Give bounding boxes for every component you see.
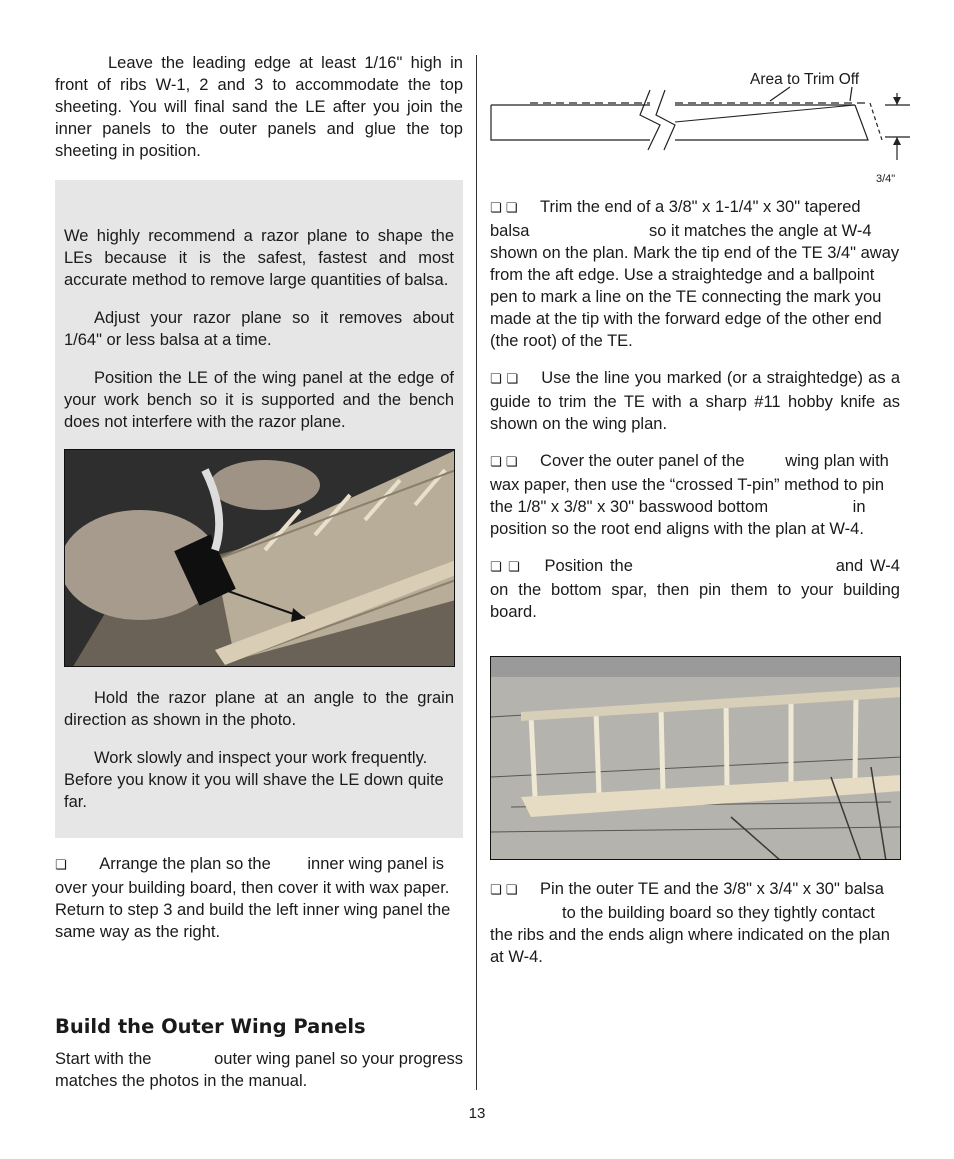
- step-cover-plan-text-c: in position so the root end aligns with the plan at W-4.: [490, 498, 866, 538]
- hint-box: [55, 180, 463, 838]
- step-cover-plan: [490, 450, 900, 540]
- step-position-ribs: [490, 555, 900, 623]
- checkbox-icon[interactable]: ❏ ❏: [490, 201, 518, 216]
- column-divider: [476, 55, 477, 1090]
- trim-label: Area to Trim Off: [750, 71, 860, 88]
- step-cut-te: [490, 367, 900, 435]
- left-column: [55, 52, 463, 162]
- trim-diagram: [490, 65, 910, 190]
- page-number: 13: [468, 1105, 486, 1122]
- step-position-ribs-text-a: Position the: [544, 557, 633, 575]
- section-intro-text: [55, 1048, 463, 1092]
- razor-plane-photo-image: [65, 450, 455, 667]
- section-title: Build the Outer Wing Panels: [55, 1015, 366, 1038]
- razor-plane-photo: [64, 449, 455, 667]
- step-pin-te-text: [490, 878, 900, 968]
- step-trim-te-text-a: Trim the end of a 3/8" x 1-1/4" x 30" tapered balsa: [490, 198, 861, 240]
- step-pin-te-text-a: Pin the outer TE and the 3/8" x 3/4" x 30" balsa: [540, 880, 884, 898]
- step-pin-te-text-b: to the building board so they tightly contact the ribs and the ends align where indicated on the plan at W-4.: [490, 904, 890, 966]
- checkbox-icon[interactable]: ❏ ❏: [490, 560, 520, 575]
- step-cut-te-text: Use the line you marked (or a straightedge) as a guide to trim the TE with a sharp #11 hobby knife as shown on the wing plan.: [490, 369, 900, 433]
- step-cover-plan-text-b: wing plan with wax paper, then use the “crossed T-pin” method to pin the 1/8" x 3/8" x 30" basswood bottom: [490, 452, 889, 516]
- hint-paragraph-1: We highly recommend a razor plane to shape the LEs because it is the safest, fastest and most accurate method to remove large quantities of balsa.: [64, 227, 454, 289]
- step-pin-te: [490, 878, 900, 968]
- step-arrange-text-b: inner wing panel is over your building board, then cover it with wax paper. Return to step 3 and build the left inner wing panel the same way as the right.: [55, 855, 451, 941]
- intro-paragraph: Leave the leading edge at least 1/16" high in front of ribs W-1, 2 and 3 to accommodate the top sheeting. You will final sand the LE after you join the inner panels to the outer panels and glue the top sheeting in position.: [55, 54, 463, 160]
- step-trim-te-text-b: so it matches the angle at W-4 shown on the plan. Mark the tip end of the TE 3/4" away from the aft edge. Use a straightedge and a ballpoint pen to mark a line on the TE connecting the mark you made at the tip with the forward edge of the other end (the root) of the TE.: [490, 222, 900, 350]
- right-steps: [490, 196, 900, 638]
- step-trim-te: [490, 196, 900, 352]
- checkbox-icon[interactable]: ❏ ❏: [490, 372, 519, 387]
- hint-paragraph-3: Position the LE of the wing panel at the edge of your work bench so it is supported and the bench does not interfere with the razor plane.: [64, 369, 454, 431]
- checkbox-icon[interactable]: ❏ ❏: [490, 883, 518, 898]
- step-arrange-plan: [55, 853, 463, 943]
- section-intro: [55, 1048, 463, 1092]
- trim-diagram-drawing: [490, 65, 910, 190]
- step-arrange-text: [55, 853, 463, 943]
- hint-paragraph-4: Hold the razor plane at an angle to the grain direction as shown in the photo.: [64, 689, 454, 729]
- step-arrange-text-a: Arrange the plan so the: [99, 855, 271, 873]
- section-intro-text-b: outer wing panel so your progress matches the photos in the manual.: [55, 1050, 463, 1090]
- step-cover-plan-text-a: Cover the outer panel of the: [540, 452, 745, 470]
- section-intro-text-a: Start with the: [55, 1050, 152, 1068]
- hint-paragraph-5: Work slowly and inspect your work frequently. Before you know it you will shave the LE down quite far.: [64, 749, 444, 811]
- step-position-ribs-text-b: and W-4 on the bottom spar, then pin them to your building board.: [490, 557, 900, 621]
- checkbox-icon[interactable]: ❏ ❏: [490, 455, 518, 470]
- dimension-label: 3/4": [876, 173, 896, 185]
- checkbox-icon[interactable]: ❏: [55, 858, 67, 873]
- wing-frame-photo-image: [491, 657, 901, 860]
- wing-frame-photo: [490, 656, 901, 860]
- hint-paragraph-2: Adjust your razor plane so it removes about 1/64" or less balsa at a time.: [64, 309, 454, 349]
